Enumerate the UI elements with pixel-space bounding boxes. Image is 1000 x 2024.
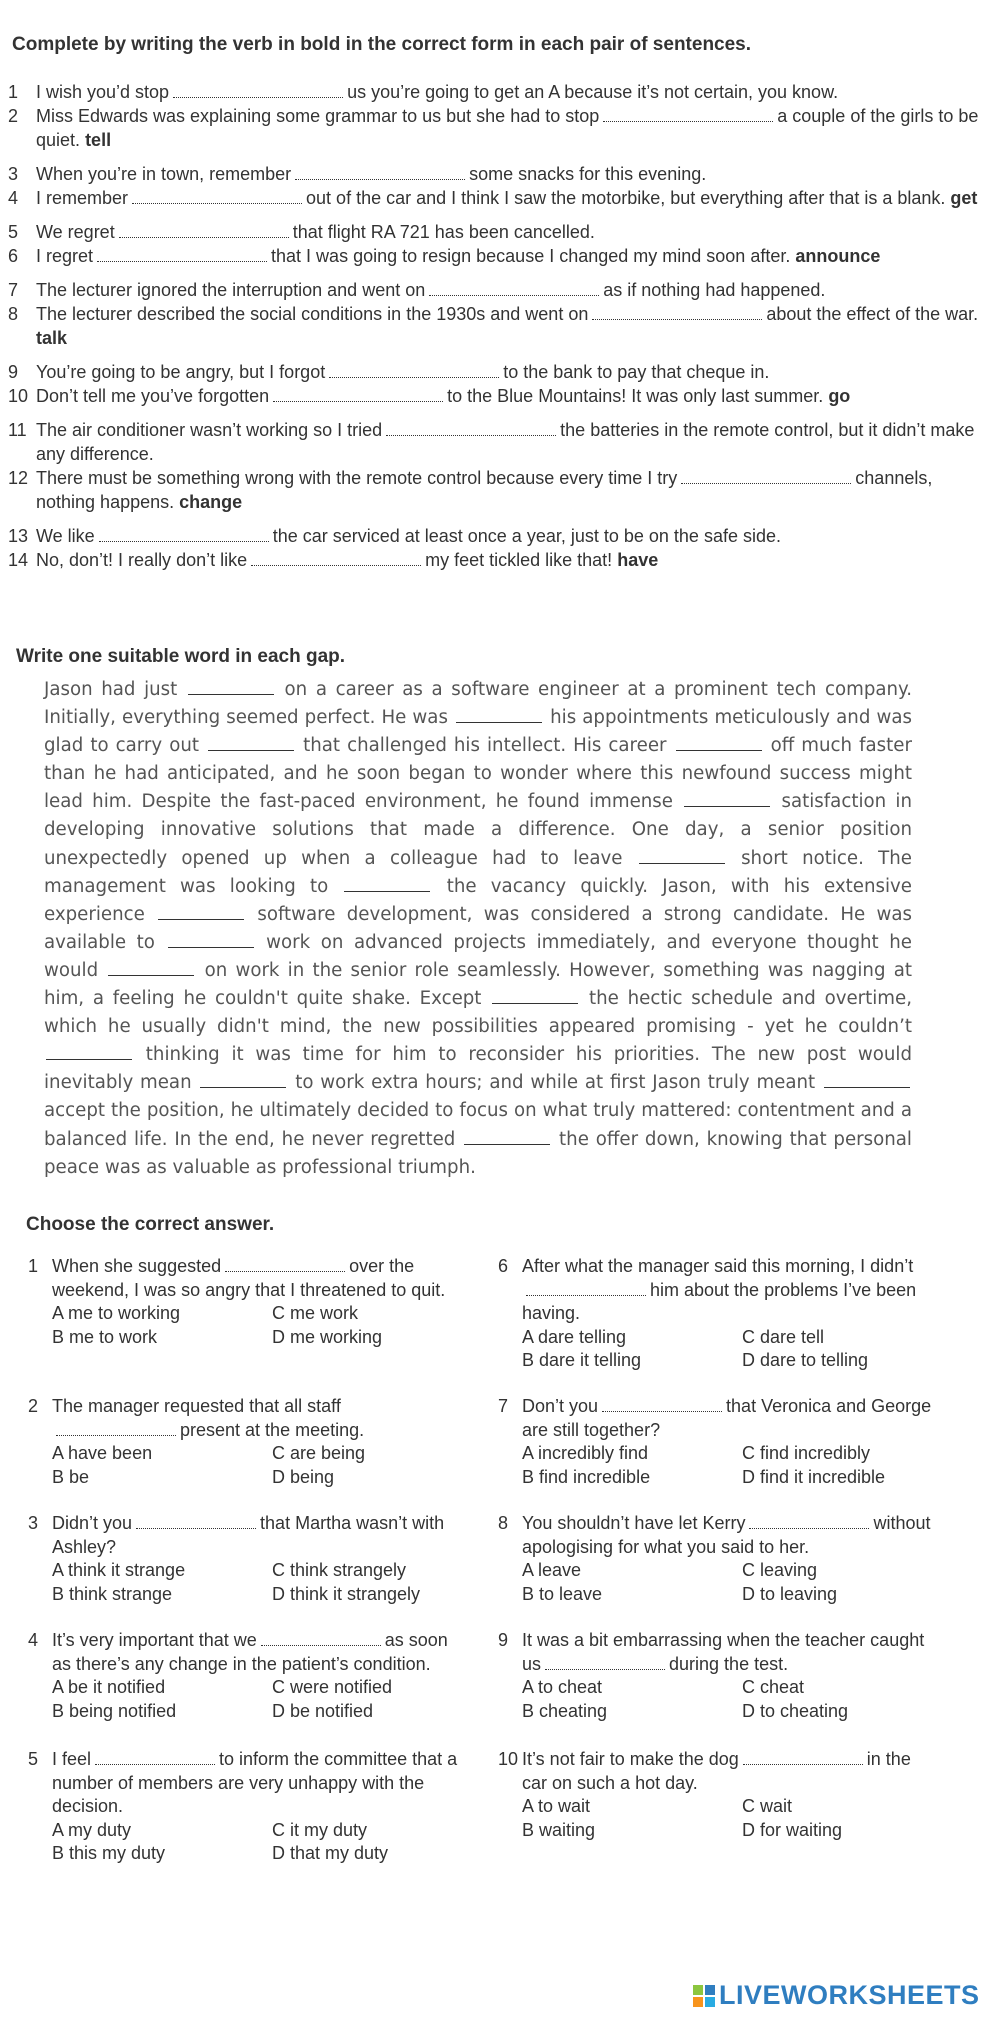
question-number: 7 — [498, 1396, 509, 1416]
text-after: the batteries in the remote control, but it didn’t make any difference. — [36, 420, 975, 464]
word-gap[interactable] — [208, 732, 294, 751]
text-before: The lecturer ignored the interruption and went on — [36, 280, 426, 300]
bold-verb: get — [950, 188, 978, 208]
text-after: us you’re going to get an A because it’s not certain, you know. — [347, 82, 839, 102]
mcq-question — [498, 1395, 938, 1489]
mcq-question — [28, 1395, 468, 1489]
question-stem — [52, 1629, 462, 1676]
sentence-pair — [8, 278, 988, 350]
word-gap[interactable] — [200, 1069, 286, 1088]
word-gap[interactable] — [824, 1069, 910, 1088]
text-before: The lecturer described the social conditions in the 1930s and went on — [36, 304, 589, 324]
item-text — [36, 244, 988, 268]
stem-before: Don’t you — [522, 1396, 599, 1416]
text-before: I wish you’d stop — [36, 82, 170, 102]
stem-after: to inform the committee that a number of members are very unhappy with the decision. — [52, 1749, 458, 1816]
answer-option[interactable]: B find incredible — [522, 1466, 651, 1487]
text-before: We regret — [36, 222, 115, 242]
text-after: about the effect of the war. — [766, 304, 979, 324]
answer-option[interactable]: C cheat — [742, 1677, 805, 1697]
stem-after: over the weekend, I was so angry that I threatened to quit. — [52, 1256, 446, 1300]
answer-gap[interactable] — [329, 361, 499, 378]
logo-square — [693, 1997, 703, 2007]
answer-gap — [743, 1748, 863, 1765]
answer-gap — [545, 1653, 665, 1670]
answer-option[interactable]: A leave — [522, 1560, 582, 1580]
item-number: 2 — [8, 106, 19, 126]
text-before: Miss Edwards was explaining some grammar to us but she had to stop — [36, 106, 600, 126]
paragraph-text: the offer down, knowing that personal peace was as valuable as professional triumph. — [44, 1128, 912, 1178]
sentence-item — [8, 360, 988, 384]
item-number: 7 — [8, 280, 19, 300]
sentence-pair — [8, 162, 988, 210]
sentence-item — [8, 384, 988, 408]
question-stem — [52, 1255, 462, 1302]
logo-square — [705, 1985, 715, 1995]
paragraph-text: short notice. The management was looking to — [44, 847, 912, 897]
answer-option[interactable]: B to leave — [522, 1583, 603, 1604]
answer-option[interactable]: B be — [52, 1466, 90, 1487]
question-number: 4 — [28, 1630, 39, 1650]
answer-option[interactable]: D me working — [272, 1326, 383, 1347]
stem-before: Didn’t you — [52, 1513, 133, 1533]
text-before: The air conditioner wasn’t working so I tried — [36, 420, 383, 440]
answer-option[interactable]: D to leaving — [742, 1583, 838, 1604]
answer-option[interactable]: C leaving — [742, 1560, 818, 1580]
paragraph-text: on a career as a software engineer at a prominent tech company. Initially, everything seemed perfect. He was — [44, 679, 912, 729]
stem-before: You shouldn’t have let Kerry — [522, 1513, 746, 1533]
stem-after: present at the meeting. — [180, 1419, 365, 1440]
stem-before: It’s very important that we — [52, 1630, 257, 1650]
sentence-item — [8, 418, 988, 466]
mcq-question — [498, 1255, 938, 1373]
answer-option[interactable]: A to cheat — [522, 1677, 603, 1697]
answer-option[interactable]: C wait — [742, 1796, 793, 1816]
answer-gap — [526, 1279, 646, 1296]
section2-paragraph — [44, 676, 912, 1182]
item-number: 8 — [8, 304, 19, 324]
answer-gap[interactable] — [99, 525, 269, 542]
stem-after: that Martha wasn’t with Ashley? — [52, 1513, 445, 1557]
sentence-item — [8, 302, 988, 350]
sentence-item — [8, 104, 988, 152]
text-after: as if nothing had happened. — [603, 280, 826, 300]
text-before: We like — [36, 526, 95, 546]
text-before: When you’re in town, remember — [36, 164, 292, 184]
paragraph-text: his appointments meticulously and was glad to carry out — [44, 707, 912, 757]
options — [522, 1442, 938, 1489]
answer-option[interactable]: A my duty — [52, 1819, 132, 1840]
section3-title: Choose the correct answer. — [26, 1214, 275, 1235]
answer-option[interactable]: D dare to telling — [742, 1350, 869, 1370]
text-after: that flight RA 721 has been cancelled. — [292, 222, 595, 242]
sentence-pair — [8, 80, 988, 152]
stem-before: It was a bit embarrassing when the teacher caught us — [522, 1630, 925, 1674]
answer-option[interactable]: A incredibly find — [522, 1443, 649, 1463]
question-stem — [522, 1629, 932, 1676]
word-gap[interactable] — [188, 676, 274, 695]
word-gap[interactable] — [344, 873, 430, 892]
bold-verb: tell — [85, 130, 112, 150]
question-stem — [522, 1395, 932, 1442]
answer-option[interactable]: D be notified — [272, 1700, 374, 1721]
section1-list — [8, 80, 988, 582]
question-stem — [52, 1512, 462, 1559]
item-text — [36, 162, 988, 186]
options — [52, 1676, 468, 1723]
stem-after: in the car on such a hot day. — [522, 1749, 911, 1793]
question-stem — [52, 1395, 462, 1442]
text-before: I remember — [36, 188, 129, 208]
question-stem — [522, 1512, 932, 1559]
sentence-item — [8, 220, 988, 244]
answer-option[interactable]: D for waiting — [742, 1819, 843, 1840]
stem-after: during the test. — [669, 1653, 789, 1674]
stem-before: When she suggested — [52, 1256, 222, 1276]
logo-icon — [693, 1985, 715, 2007]
question-number: 6 — [498, 1256, 509, 1276]
sentence-item — [8, 244, 988, 268]
answer-gap — [95, 1748, 215, 1765]
stem-after: as soon as there’s any change in the patient’s condition. — [52, 1630, 448, 1674]
sentence-pair — [8, 220, 988, 268]
mcq-question — [28, 1512, 468, 1606]
text-after: to the Blue Mountains! It was only last summer. — [447, 386, 824, 406]
answer-gap[interactable] — [97, 245, 267, 262]
sentence-pair — [8, 360, 988, 408]
sentence-item — [8, 466, 988, 514]
answer-option[interactable]: B dare it telling — [522, 1350, 642, 1370]
item-text — [36, 80, 988, 104]
section1-title: Complete by writing the verb in bold in the correct form in each pair of sentences. — [12, 34, 752, 55]
answer-option[interactable]: B this my duty — [52, 1843, 166, 1863]
text-after: to the bank to pay that cheque in. — [503, 362, 770, 382]
item-number: 1 — [8, 82, 19, 102]
answer-gap[interactable] — [681, 467, 851, 484]
item-number: 4 — [8, 188, 19, 208]
paragraph-text: the vacancy quickly. Jason, with his extensive experience — [44, 875, 912, 925]
answer-gap[interactable] — [386, 419, 556, 436]
sentence-item — [8, 186, 988, 210]
mcq-question — [28, 1255, 468, 1349]
word-gap[interactable] — [108, 957, 194, 976]
word-gap[interactable] — [684, 788, 770, 807]
item-text — [36, 278, 988, 302]
answer-option[interactable]: C find incredibly — [742, 1443, 871, 1463]
answer-option[interactable]: C were notified — [272, 1677, 393, 1697]
answer-gap — [261, 1629, 381, 1646]
answer-option[interactable]: B think strange — [52, 1583, 173, 1604]
logo-square — [705, 1997, 715, 2007]
text-after: that I was going to resign because I changed my mind soon after. — [271, 246, 791, 266]
answer-option[interactable]: A have been — [52, 1443, 153, 1463]
question-number: 9 — [498, 1630, 509, 1650]
item-number: 5 — [8, 222, 19, 242]
answer-gap[interactable] — [173, 81, 343, 98]
paragraph-text: satisfaction in developing innovative solutions that made a difference. One day, a senior position unexpectedly opened up when a colleague had to leave — [44, 791, 912, 869]
word-gap[interactable] — [456, 704, 542, 723]
sentence-item — [8, 80, 988, 104]
mcq-question — [28, 1748, 468, 1866]
item-number: 12 — [8, 468, 29, 488]
paragraph-text: that challenged his intellect. His career — [303, 735, 667, 757]
word-gap[interactable] — [492, 985, 578, 1004]
answer-option[interactable]: C think strangely — [272, 1560, 407, 1580]
question-stem — [522, 1255, 932, 1326]
bold-verb: announce — [795, 246, 881, 266]
text-after: channels, nothing happens. — [36, 468, 933, 512]
text-before: There must be something wrong with the remote control because every time I try — [36, 468, 678, 488]
options — [52, 1442, 468, 1489]
answer-gap — [225, 1255, 345, 1272]
answer-gap — [56, 1419, 176, 1436]
answer-gap — [136, 1512, 256, 1529]
item-number: 10 — [8, 386, 29, 406]
bold-verb: have — [617, 550, 659, 570]
item-text — [36, 466, 988, 514]
word-gap[interactable] — [46, 1041, 132, 1060]
logo-text: LIVEWORKSHEETS — [719, 1980, 980, 2010]
text-after: the car serviced at least once a year, just to be on the safe side. — [272, 526, 781, 546]
sentence-item — [8, 548, 988, 572]
question-number: 2 — [28, 1396, 39, 1416]
word-gap[interactable] — [676, 732, 762, 751]
sentence-pair — [8, 524, 988, 572]
answer-option[interactable]: B cheating — [522, 1700, 608, 1721]
text-before: No, don’t! I really don’t like — [36, 550, 248, 570]
item-text — [36, 524, 988, 548]
paragraph-text: the hectic schedule and overtime, which he usually didn't mind, the new possibilities appeared promising - yet he couldn’t — [44, 988, 912, 1038]
options — [52, 1819, 468, 1866]
question-number: 10 — [498, 1749, 519, 1769]
section2-title: Write one suitable word in each gap. — [16, 646, 346, 667]
item-number: 9 — [8, 362, 19, 382]
mcq-question — [28, 1629, 468, 1723]
sentence-item — [8, 278, 988, 302]
stem-before: The manager requested that all staff — [52, 1396, 341, 1416]
question-stem — [52, 1748, 462, 1819]
paragraph-text: to work extra hours; and while at first Jason truly meant — [295, 1072, 816, 1094]
bold-verb: change — [179, 492, 243, 512]
mcq-question — [498, 1629, 938, 1723]
answer-option[interactable]: D to cheating — [742, 1700, 849, 1721]
answer-option[interactable]: C dare tell — [742, 1326, 825, 1347]
question-number: 5 — [28, 1749, 39, 1769]
item-number: 14 — [8, 550, 29, 570]
stem-before: After what the manager said this morning, I didn’t — [522, 1256, 914, 1276]
mcq-question — [498, 1748, 938, 1842]
sentence-item — [8, 524, 988, 548]
bold-verb: talk — [36, 328, 68, 348]
answer-gap[interactable] — [429, 279, 599, 296]
options — [522, 1676, 938, 1723]
answer-option[interactable]: A dare telling — [522, 1326, 627, 1347]
text-before: I regret — [36, 246, 94, 266]
paragraph-text: thinking it was time for him to reconsider his priorities. The new post would inevitably mean — [44, 1044, 912, 1094]
item-number: 13 — [8, 526, 29, 546]
text-before: You’re going to be angry, but I forgot — [36, 362, 326, 382]
text-before: Don’t tell me you’ve forgotten — [36, 386, 270, 406]
bold-verb: go — [828, 386, 851, 406]
answer-option[interactable]: B being notified — [52, 1700, 177, 1721]
answer-option[interactable]: D that my duty — [272, 1843, 389, 1863]
answer-option[interactable]: C it my duty — [272, 1819, 368, 1840]
answer-gap — [602, 1395, 722, 1412]
stem-after: him about the problems I’ve been having. — [522, 1279, 917, 1323]
word-gap[interactable] — [464, 1126, 550, 1145]
word-gap[interactable] — [168, 929, 254, 948]
answer-option[interactable]: D think it strangely — [272, 1583, 421, 1604]
item-number: 11 — [8, 420, 27, 440]
item-text — [36, 360, 988, 384]
item-number: 6 — [8, 246, 19, 266]
answer-gap[interactable] — [295, 163, 465, 180]
answer-option[interactable]: A me to working — [52, 1303, 181, 1323]
answer-option[interactable]: A to wait — [522, 1796, 591, 1816]
item-number: 3 — [8, 164, 19, 184]
options — [52, 1302, 468, 1349]
answer-gap[interactable] — [603, 105, 773, 122]
answer-option[interactable]: A think it strange — [52, 1560, 186, 1580]
item-text — [36, 302, 988, 350]
item-text — [36, 220, 988, 244]
stem-before: I feel — [52, 1749, 92, 1769]
answer-option[interactable]: D being — [272, 1466, 335, 1487]
answer-gap[interactable] — [132, 187, 302, 204]
paragraph-text: work on advanced projects immediately, and everyone thought he would — [44, 931, 912, 981]
text-after: a couple of the girls to be quiet. — [36, 106, 979, 150]
mcq-question — [498, 1512, 938, 1606]
question-number: 1 — [28, 1256, 39, 1276]
item-text — [36, 104, 988, 152]
item-text — [36, 548, 988, 572]
answer-option[interactable]: D find it incredible — [742, 1466, 886, 1487]
answer-gap[interactable] — [119, 221, 289, 238]
stem-after: without apologising for what you said to her. — [522, 1513, 931, 1557]
sentence-pair — [8, 418, 988, 514]
item-text — [36, 418, 988, 466]
options — [522, 1326, 938, 1373]
paragraph-text: on work in the senior role seamlessly. However, something was nagging at him, a feeling he couldn't quite shake. Except — [44, 959, 912, 1010]
options — [52, 1559, 468, 1606]
options — [522, 1795, 938, 1842]
liveworksheets-logo — [693, 1980, 980, 2011]
options — [522, 1559, 938, 1606]
question-stem — [522, 1748, 932, 1795]
item-text — [36, 384, 988, 408]
answer-gap[interactable] — [251, 549, 421, 566]
sentence-item — [8, 162, 988, 186]
item-text — [36, 186, 988, 210]
answer-gap[interactable] — [592, 303, 762, 320]
answer-option[interactable]: C me work — [272, 1303, 359, 1323]
paragraph-text: off much faster than he had anticipated, and he soon began to wonder where this newfound success might lead him. Despite the fast-paced environment, he found immense — [44, 735, 912, 813]
paragraph-text: accept the position, he ultimately decided to focus on what truly mattered: contentment and a balanced life. In the end, he never regretted — [44, 1100, 912, 1150]
answer-option[interactable]: C are being — [272, 1443, 366, 1463]
question-number: 3 — [28, 1513, 39, 1533]
word-gap[interactable] — [639, 845, 725, 864]
word-gap[interactable] — [158, 901, 244, 920]
text-after: some snacks for this evening. — [469, 164, 707, 184]
question-number: 8 — [498, 1513, 509, 1533]
answer-option[interactable]: B waiting — [522, 1819, 596, 1840]
paragraph-text: software development, was considered a strong candidate. He was available to — [44, 903, 912, 953]
text-after: my feet tickled like that! — [425, 550, 613, 570]
answer-option[interactable]: A be it notified — [52, 1677, 166, 1697]
stem-after: that Veronica and George are still together? — [522, 1396, 932, 1440]
answer-gap — [749, 1512, 869, 1529]
paragraph-text: Jason had just — [44, 679, 178, 700]
logo-square — [693, 1985, 703, 1995]
text-after: out of the car and I think I saw the motorbike, but everything after that is a blank. — [306, 188, 946, 208]
stem-before: It’s not fair to make the dog — [522, 1749, 739, 1769]
answer-option[interactable]: B me to work — [52, 1326, 158, 1347]
answer-gap[interactable] — [273, 385, 443, 402]
